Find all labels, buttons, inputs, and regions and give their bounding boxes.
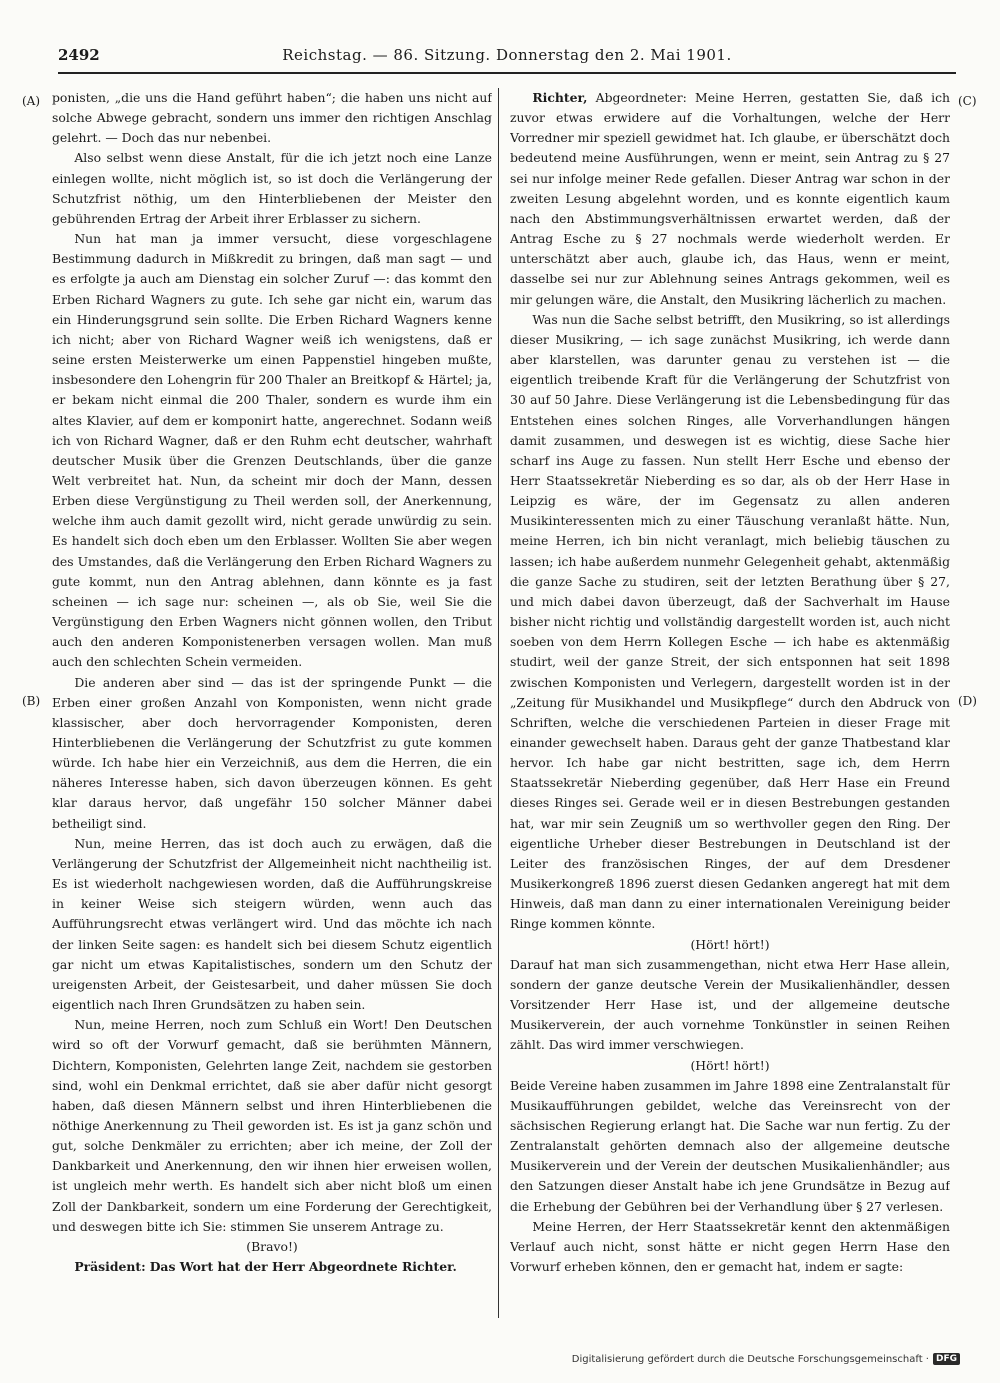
paragraph: Die anderen aber sind — das ist der springende Punkt — die Erben einer großen Anzahl von Komponisten, wenn nicht grade klassischer, aber doch hervorragender Komponisten, deren Hinterbliebenen die Verlängerung der Schutzfrist zu gute kommen würde. Ich habe hier ein Verzeichniß, aus dem die Herren, die ein näheres Interesse haben, sich davon überzeugen können. Es geht klar daraus hervor, daß ungefähr 150 solcher Männer dabei betheiligt sind. (52, 674, 492, 831)
paragraph: Meine Herren, der Herr Staatssekretär kennt den aktenmäßigen Verlauf auch nicht, sonst hätte er nicht gegen Herrn Hase den Vorwurf erheben können, den er gemacht hat, indem er sagte: (510, 1218, 950, 1275)
footer-credit (572, 1353, 960, 1365)
paragraph-text: Abgeordneter: Meine Herren, gestatten Sie, daß ich zuvor etwas erwidere auf die Vorhaltungen, welche der Herr Vorredner mir speziell gewidmet hat. Ich glaube, er überschätzt doch bedeutend meine Ausführungen, wenn er meint, sein Antrag zu § 27 sei nur infolge meiner Rede gefallen. Dieser Antrag war schon in der zweiten Lesung abgelehnt worden, und es konnte eigentlich kaum nach den Abstimmungsverhältnissen erwartet werden, daß der Antrag Esche zu § 27 nochmals werde wiederholt werden. Er unterschätzt aber auch, glaube ich, das Haus, wenn er meint, dasselbe sei nur zur Ablehnung seines Antrags gekommen, weil es mir gelungen wäre, die Anstalt, den Musikring lächerlich zu machen. (510, 90, 950, 307)
paragraph: Also selbst wenn diese Anstalt, für die ich jetzt noch eine Lanze einlegen wollte, nicht möglich ist, so ist doch die Verlängerung der Schutzfrist nöthig, um den Hinterbliebenen der Meister den gebührenden Ertrag der Arbeit ihrer Erblasser zu sichern. (52, 150, 492, 226)
interjection-hoert: (Hört! hört!) (690, 1057, 770, 1073)
right-column (510, 88, 950, 1318)
column-divider (498, 88, 499, 1318)
page-number: 2492 (58, 46, 100, 64)
left-column (52, 88, 492, 1318)
president-text: Das Wort hat der Herr Abgeordnete Richter. (149, 1259, 457, 1275)
margin-mark-a: (A) (22, 94, 41, 108)
margin-mark-b: (B) (22, 694, 41, 708)
paragraph: ponisten, „die uns die Hand geführt haben“; die haben uns nicht auf solche Abwege gebracht, sondern uns immer den richtigen Anschlag gelehrt. — Doch das nur nebenbei. (52, 90, 492, 146)
president-statement (52, 1257, 492, 1277)
paragraph: Nun hat man ja immer versucht, diese vorgeschlagene Bestimmung dadurch in Mißkredit zu bringen, daß man sagt — und es erfolgte ja auch am Dienstag ein solcher Zuruf —: das kommt den Erben Richard Wagners zu gute. Ich sehe gar nicht ein, warum das ein Hinderungsgrund sein sollte. Die Erben Richard Wagners kenne ich nicht; aber von Richard Wagner weiß ich wenigstens, daß er seine ersten Meisterwerke um einen Pappenstiel hingeben mußte, insbesondere den Lohengrin für 200 Thaler an Breitkopf & Härtel; ja, er bekam nicht einmal die 200 Thaler, sondern es wurde ihm ein altes Klavier, auf dem er komponirt hatte, angerechnet. Sodann weiß ich von Richard Wagner, daß er den Ruhm echt deutscher, wahrhaft deutscher Musik über die Grenzen Deutschlands, über die ganze Welt verbreitet hat. Nun, da scheint mir doch der Mann, dessen Erben diese Vergünstigung zu Theil werden soll, der Anerkennung, welche ihm auch damit gezollt wird, nicht gerade unwürdig zu sein. Es handelt sich doch eben um den Erblasser. Wollten Sie aber wegen des Umstandes, daß die Verlängerung den Erben Richard Wagners zu gute kommt, nun den Antrag ablehnen, dann könnte es ja fast scheinen — ich sage nur: scheinen —, als ob Sie, weil Sie die Vergünstigung den Erben Wagners nicht gönnen wollen, den Tribut auch den anderen Komponistenerben versagen wollen. Man muß auch den schlechten Schein vermeiden. (52, 231, 492, 670)
interjection-bravo: (Bravo!) (246, 1238, 298, 1254)
page-header (58, 42, 956, 74)
paragraph: Nun, meine Herren, noch zum Schluß ein Wort! Den Deutschen wird so oft der Vorwurf gemacht, daß sie berühmten Männern, Dichtern, Komponisten, Gelehrten lange Zeit, nachdem sie gestorben sind, wohl ein Denkmal errichtet, daß sie aber dafür nicht gesorgt haben, daß diesen Männern selbst und ihren Hinterbliebenen die nöthige Anerkennung zu Theil geworden ist. Es ist ja ganz schön und gut, solche Denkmäler zu errichten; aber ich meine, der Zoll der Dankbarkeit und Anerkennung, den wir ihnen hier erweisen wollen, ist ungleich mehr werth. Es handelt sich aber nicht bloß um einen Zoll der Dankbarkeit, sondern um eine Forderung der Gerechtigkeit, und deswegen bitte ich Sie: stimmen Sie unserem Antrage zu. (52, 1017, 492, 1234)
paragraph: Darauf hat man sich zusammengethan, nicht etwa Herr Hase allein, sondern der ganze deutsche Verein der Musikalienhändler, dessen Vorsitzender Herr Hase ist, und der allgemeine deutsche Musikerverein, der auch vornehme Tonkünstler in seinen Reihen zählt. Das wird immer verschwiegen. (510, 956, 950, 1053)
speaker-label: Richter, (532, 90, 588, 105)
credit-text: Digitalisierung gefördert durch die Deutsche Forschungsgemeinschaft · (571, 1353, 929, 1365)
speaker-paragraph (510, 88, 950, 310)
president-label: Präsident: (74, 1259, 146, 1275)
dfg-logo: DFG (933, 1353, 960, 1365)
paragraph: Was nun die Sache selbst betrifft, den Musikring, so ist allerdings dieser Musikring, — ich sage zunächst Musikring, ich werde dann aber klarstellen, was darunter genau zu verstehen ist — die eigentlich treibende Kraft für die Verlängerung der Schutzfrist von 30 auf 50 Jahre. Diese Verlängerung ist die Lebensbedingung für das Entstehen eines solchen Ringes, alle Vorverhandlungen hängen damit zusammen, und deswegen ist es wichtig, diese Sache hier scharf ins Auge zu fassen. Nun stellt Herr Esche und ebenso der Herr Staatssekretär Nieberding es so dar, als ob der Herr Hase in Leipzig es wäre, der im Gegensatz zu allen anderen Musikinteressenten mich zu einer Täuschung veranlaßt hätte. Nun, meine Herren, ich bin nicht veranlagt, mich beliebig täuschen zu lassen; ich habe außerdem nunmehr Gelegenheit gehabt, aktenmäßig die ganze Sache zu studiren, seit der letzten Berathung über § 27, und mich dabei davon überzeugt, daß der Sachverhalt im Hause bisher nicht richtig und vollständig dargestellt worden ist, auch nicht soeben von dem Herrn Kollegen Esche — ich habe es aktenmäßig studirt, weil der ganze Streit, der sich entsponnen hat seit 1898 zwischen Komponisten und Verlegern, dargestellt worden ist in der „Zeitung für Musikhandel und Musikpflege“ durch den Abdruck von Schriften, welche die verschiedenen Parteien in dieser Frage mit einander gewechselt haben. Daraus geht der ganze Thatbestand klar hervor. Ich habe gar nicht bestritten, sage ich, dem Herrn Staatssekretär Nieberding gegenüber, daß Herr Hase ein Freund dieses Ringes sei. Gerade weil er in diesen Bestrebungen gestanden hat, war mir sein Zeugniß um so werthvoller gegen den Ring. Der eigentliche Urheber dieser Bestrebungen in Deutschland ist der Leiter des französischen Ringes, der auf dem Dresdener Musikerkongreß 1896 zuerst diesen Gedanken angeregt hat mit dem Hinweis, daß man dann zu einer internationalen Vereinigung beider Ringe kommen könnte. (510, 311, 950, 932)
paragraph: Nun, meine Herren, das ist doch auch zu erwägen, daß die Verlängerung der Schutzfrist der Allgemeinheit nicht nachtheilig ist. Es ist wiederholt nachgewiesen worden, daß die Aufführungskreise in keiner Weise sich steigern würden, wenn auch das Aufführungsrecht etwas verlängert wird. Und das möchte ich nach der linken Seite sagen: es handelt sich bei diesem Schutz eigentlich gar nicht um etwas Kapitalistisches, sondern um den Schutz der ureigensten Arbeit, der Geistesarbeit, und daher müssen Sie doch eigentlich nach Ihren Grundsätzen zu haben sein. (52, 835, 492, 1013)
paragraph: Beide Vereine haben zusammen im Jahre 1898 eine Zentralanstalt für Musikaufführungen gebildet, welche das Vereinsrecht von der sächsischen Regierung erlangt hat. Die Sache war nun fertig. Zu der Zentralanstalt gehörten demnach also der allgemeine deutsche Musikerverein und der Verein der deutschen Musikalienhändler; aus den Satzungen dieser Anstalt habe ich jene Grundsätze in Bezug auf die Erhebung der Gebühren bei der Verhandlung über § 27 verlesen. (510, 1077, 950, 1214)
margin-mark-d: (D) (958, 694, 977, 708)
margin-mark-c: (C) (958, 94, 977, 108)
running-title: Reichstag. — 86. Sitzung. Donnerstag den 2. Mai 1901. (282, 46, 732, 64)
interjection-hoert: (Hört! hört!) (690, 936, 770, 952)
